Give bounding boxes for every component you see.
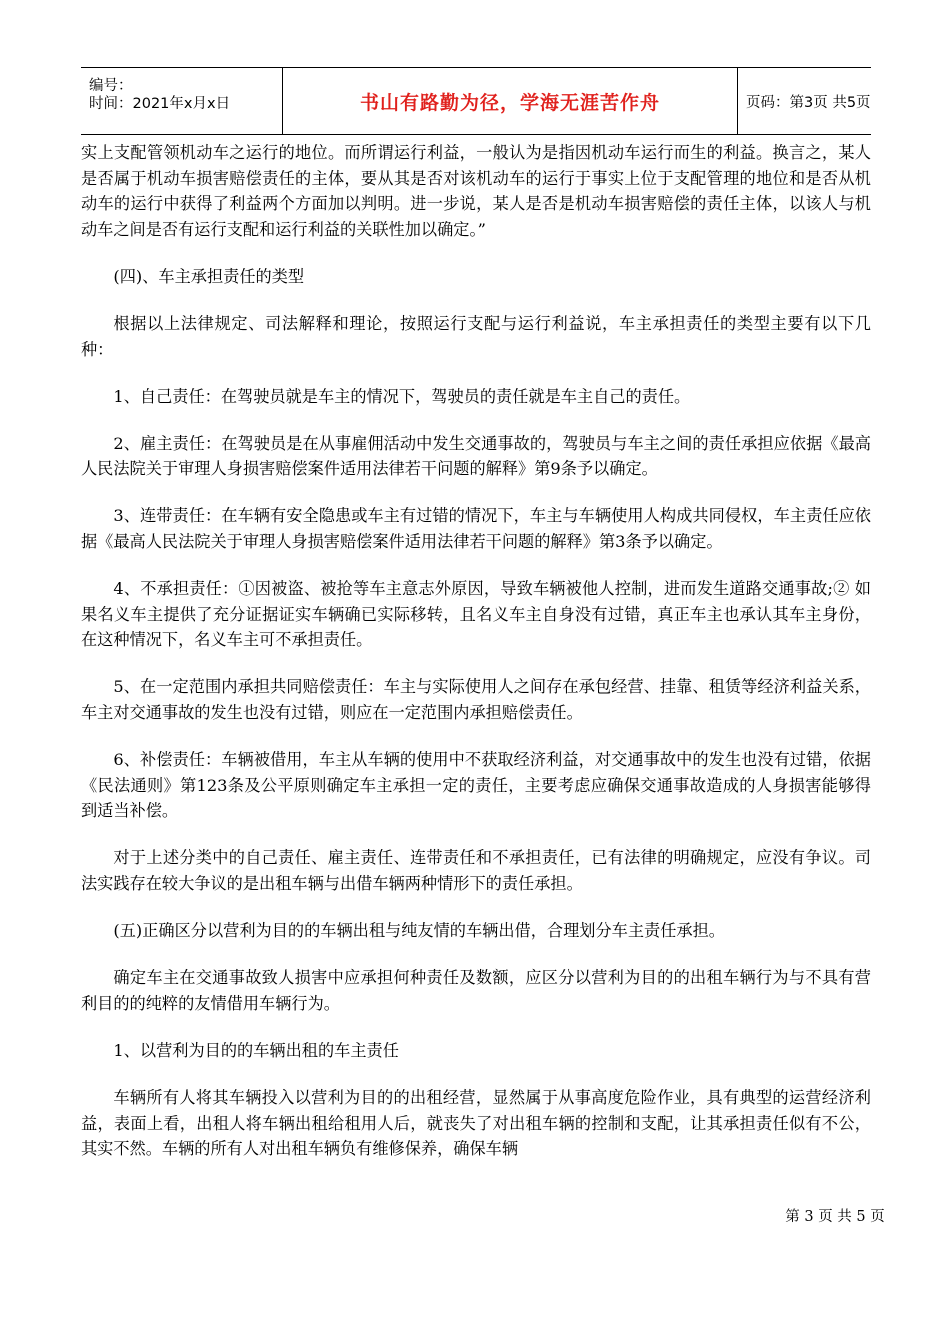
- paragraph-distinction: 确定车主在交通事故致人损害中应承担何种责任及数额，应区分以营利为目的的出租车辆行为与不具有营利目的的纯粹的友情借用车辆行为。: [81, 968, 871, 1013]
- page-footer: [0, 1205, 950, 1226]
- paragraph-summary: 对于上述分类中的自己责任、雇主责任、连带责任和不承担责任，已有法律的明确规定，应没有争议。司法实践存在较大争议的是出租车辆与出借车辆两种情形下的责任承担。: [81, 848, 871, 893]
- footer-page-number: 第 3 页 共 5 页: [785, 1209, 885, 1225]
- header-meta-cell: [81, 68, 283, 134]
- document-body: [81, 140, 871, 1162]
- page-header: [81, 67, 871, 135]
- document-date-label: 时间：2021年x月x日: [89, 96, 231, 112]
- list-item-joint-liability: 3、连带责任：在车辆有安全隐患或车主有过错的情况下，车主与车辆使用人构成共同侵权，车主责任应依据《最高人民法院关于审理人身损害赔偿案件适用法律若干问题的解释》第3条予以确定。: [81, 506, 871, 552]
- list-item-compensation-liability: 6、补偿责任：车辆被借用，车主从车辆的使用中不获取经济利益，对交通事故中的发生也没有过错，依据《民法通则》第123条及公平原则确定车主承担一定的责任，主要考虑应确保交通事故造成的人身损害能够得到适当补偿。: [81, 750, 871, 821]
- list-item-shared-liability: 5、在一定范围内承担共同赔偿责任：车主与实际使用人之间存在承包经营、挂靠、租赁等经济利益关系，车主对交通事故的发生也没有过错，则应在一定范围内承担赔偿责任。: [81, 677, 871, 722]
- subheading-rental-liability: 1、以营利为目的的车辆出租的车主责任: [113, 1040, 399, 1060]
- document-id-label: 编号：: [89, 78, 133, 94]
- list-item-self-liability: 1、自己责任：在驾驶员就是车主的情况下，驾驶员的责任就是车主自己的责任。: [113, 386, 691, 406]
- section-heading-four: (四)、车主承担责任的类型: [113, 266, 305, 286]
- list-item-employer-liability: 2、雇主责任：在驾驶员是在从事雇佣活动中发生交通事故的，驾驶员与车主之间的责任承担应依据《最高人民法院关于审理人身损害赔偿案件适用法律若干问题的解释》第9条予以确定。: [81, 433, 871, 479]
- list-item-no-liability: 4、不承担责任：①因被盗、被抢等车主意志外原因，导致车辆被他人控制，进而发生道路交通事故;② 如果名义车主提供了充分证据证实车辆确已实际移转，且名义车主自身没有过错，真正车主也承认其车主身份，在这种情况下，名义车主可不承担责任。: [81, 579, 871, 650]
- header-page-number: 页码：第3页 共5页: [746, 94, 871, 111]
- paragraph-intro: 根据以上法律规定、司法解释和理论，按照运行支配与运行利益说，车主承担责任的类型主要有以下几种：: [81, 313, 871, 359]
- section-heading-five: (五)正确区分以营利为目的的车辆出租与纯友情的车辆出借，合理划分车主责任承担。: [113, 921, 725, 941]
- paragraph-continuation: 实上支配管领机动车之运行的地位。而所谓运行利益，一般认为是指因机动车运行而生的利益。换言之，某人是否属于机动车损害赔偿责任的主体，要从其是否对该机动车的运行于事实上位于支配管理的地位和是否从机动车的运行中获得了利益两个方面加以判明。进一步说，某人是否是机动车损害赔偿的责任主体，以该人与机动车之间是否有运行支配和运行利益的关联性加以确定。”: [81, 143, 871, 239]
- paragraph-rental-discussion: 车辆所有人将其车辆投入以营利为目的的出租经营，显然属于从事高度危险作业，具有典型的运营经济利益，表面上看，出租人将车辆出租给租用人后，就丧失了对出租车辆的控制和支配，让其承担责任似有不公，其实不然。车辆的所有人对出租车辆负有维修保养，确保车辆: [81, 1087, 871, 1159]
- header-motto: 书山有路勤为径，学海无涯苦作舟: [283, 68, 738, 134]
